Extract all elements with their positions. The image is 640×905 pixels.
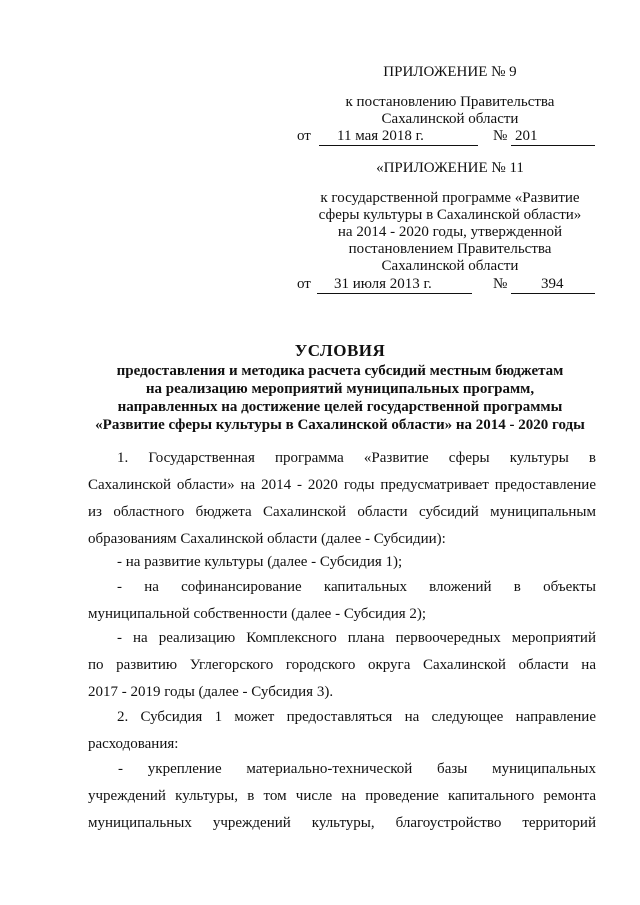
appendix-9-date-row [297, 128, 595, 148]
paragraph-2 [88, 549, 596, 576]
text-line: образованиям Сахалинской области (далее - Субсидии): [88, 531, 446, 547]
number-underline [511, 145, 595, 146]
paragraph-3 [88, 574, 596, 628]
date-underline [317, 293, 472, 294]
appendix-11-line: к государственной программе «Развитие [320, 190, 580, 206]
text-line: - укрепление материально-технической базы муниципальных [118, 761, 596, 777]
text-line: учреждений культуры, в том числе на проведение капитального ремонта [88, 788, 596, 804]
appendix-9-title: ПРИЛОЖЕНИЕ № 9 [383, 64, 517, 80]
number-label: № [493, 128, 508, 144]
doc-subtitle-line: «Развитие сферы культуры в Сахалинской области» на 2014 - 2020 годы [95, 417, 585, 433]
text-line: по развитию Углегорского городского округа Сахалинской области на [88, 657, 596, 673]
text-line: муниципальной собственности (далее - Субсидия 2); [88, 606, 427, 622]
appendix-9-line: Сахалинской области [381, 111, 519, 127]
number-value: 394 [541, 276, 564, 292]
number-label: № [493, 276, 508, 292]
paragraph-1 [88, 445, 596, 553]
appendix-11-line: постановлением Правительства [348, 241, 552, 257]
date-value: 11 мая 2018 г. [337, 128, 424, 144]
text-line: Сахалинской области» на 2014 - 2020 годы предусматривает предоставление [88, 477, 596, 493]
text-line: 2. Субсидия 1 может предоставляться на следующее направление [117, 709, 596, 725]
from-label: от [297, 128, 311, 144]
from-label: от [297, 276, 311, 292]
date-underline [319, 145, 478, 146]
doc-title: УСЛОВИЯ [294, 341, 386, 360]
doc-subtitle-line: на реализацию мероприятий муниципальных программ, [145, 381, 535, 397]
appendix-11-line: на 2014 - 2020 годы, утвержденной [337, 224, 563, 240]
paragraph-4 [88, 625, 596, 706]
number-value: 201 [515, 128, 538, 144]
appendix-11-line: сферы культуры в Сахалинской области» [318, 207, 582, 223]
text-line: - на реализацию Комплексного плана первоочередных мероприятий [117, 630, 596, 646]
appendix-11-line: Сахалинской области [381, 258, 519, 274]
doc-subtitle-line: предоставления и методика расчета субсидий местным бюджетам [116, 363, 564, 379]
text-line: 1. Государственная программа «Развитие сферы культуры в [117, 450, 596, 466]
text-line: 2017 - 2019 годы (далее - Субсидия 3). [88, 684, 334, 700]
text-line: - на софинансирование капитальных вложений в объекты [117, 579, 596, 595]
text-line: муниципальных учреждений культуры, благоустройство территорий [88, 815, 596, 831]
text-line: - на развитие культуры (далее - Субсидия 1); [117, 554, 403, 570]
paragraph-6 [88, 756, 596, 837]
appendix-11-title: «ПРИЛОЖЕНИЕ № 11 [376, 160, 524, 176]
number-underline [511, 293, 595, 294]
text-line: расходования: [88, 736, 179, 752]
appendix-11-date-row [297, 276, 595, 296]
appendix-9-line: к постановлению Правительства [345, 94, 555, 110]
text-line: из областного бюджета Сахалинской области субсидий муниципальным [88, 504, 596, 520]
doc-subtitle-line: направленных на достижение целей государственной программы [117, 399, 563, 415]
paragraph-5 [88, 704, 596, 758]
date-value: 31 июля 2013 г. [334, 276, 432, 292]
